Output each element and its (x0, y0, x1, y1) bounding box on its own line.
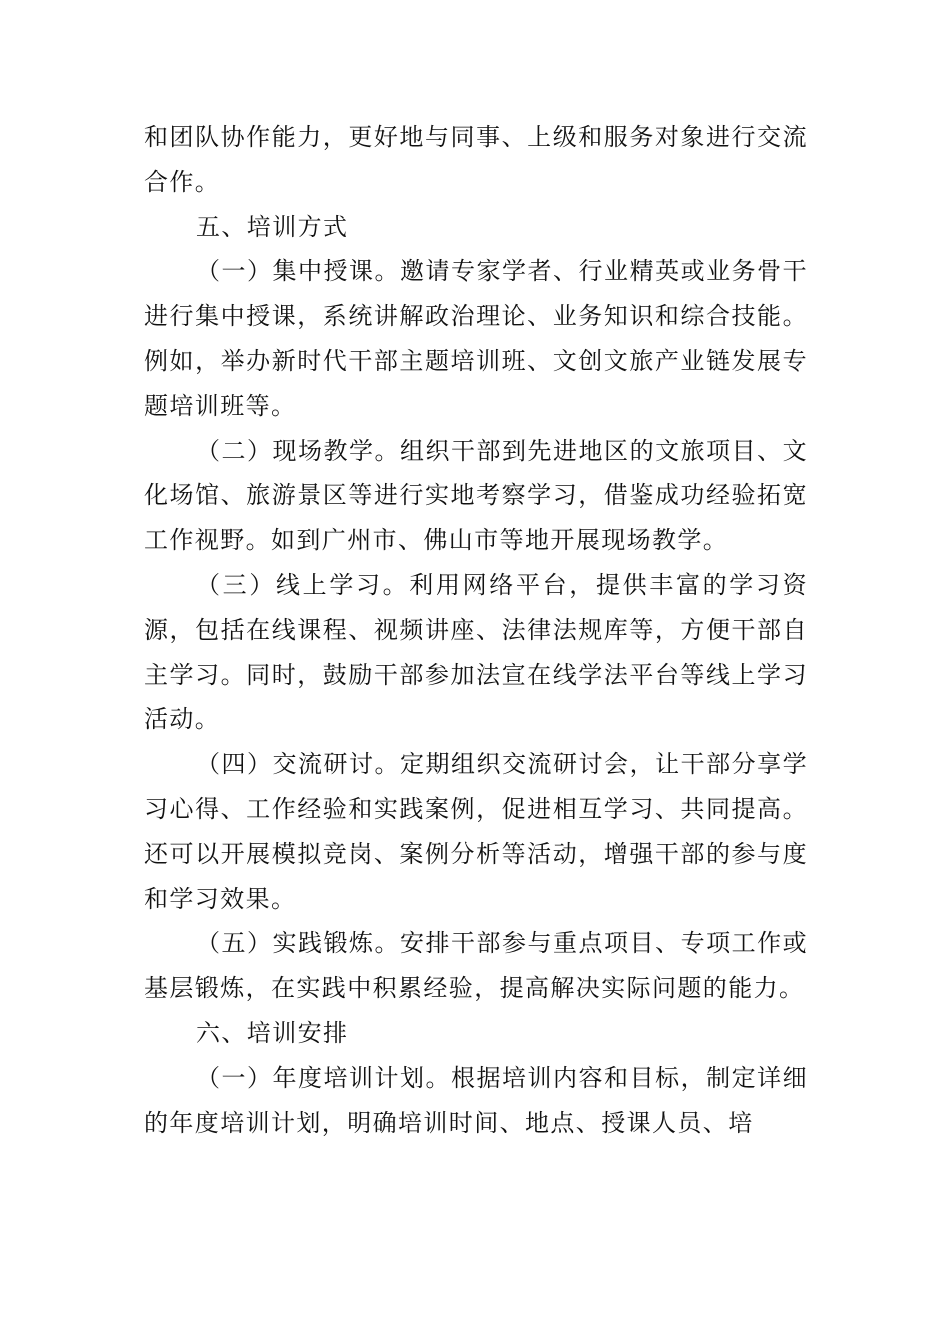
paragraph-onsite-teaching: （二）现场教学。组织干部到先进地区的文旅项目、文化场馆、旅游景区等进行实地考察学习，借鉴成功经验拓宽工作视野。如到广州市、佛山市等地开展现场教学。 (144, 436, 808, 555)
paragraph-annual-plan: （一）年度培训计划。根据培训内容和目标，制定详细的年度培训计划，明确培训时间、地点、授课人员、培 (144, 1063, 808, 1137)
document-body (144, 115, 808, 1145)
paragraph-continuation: 和团队协作能力，更好地与同事、上级和服务对象进行交流合作。 (144, 123, 808, 196)
paragraph-online-learning: （三）线上学习。利用网络平台，提供丰富的学习资源，包括在线课程、视频讲座、法律法规库等，方便干部自主学习。同时，鼓励干部参加法宣在线学法平台等线上学习活动。 (144, 570, 808, 734)
section-heading-training-methods: 五、培训方式 (196, 212, 349, 241)
paragraph-practical-training: （五）实践锻炼。安排干部参与重点项目、专项工作或基层锻炼，在实践中积累经验，提高解决实际问题的能力。 (144, 929, 808, 1003)
paragraph-exchange-discussion: （四）交流研讨。定期组织交流研讨会，让干部分享学习心得、工作经验和实践案例，促进相互学习、共同提高。还可以开展模拟竞岗、案例分析等活动，增强干部的参与度和学习效果。 (144, 750, 808, 913)
section-heading-training-arrangements: 六、培训安排 (196, 1018, 349, 1047)
paragraph-centralized-lectures: （一）集中授课。邀请专家学者、行业精英或业务骨干进行集中授课，系统讲解政治理论、业务知识和综合技能。例如，举办新时代干部主题培训班、文创文旅产业链发展专题培训班等。 (144, 257, 808, 420)
